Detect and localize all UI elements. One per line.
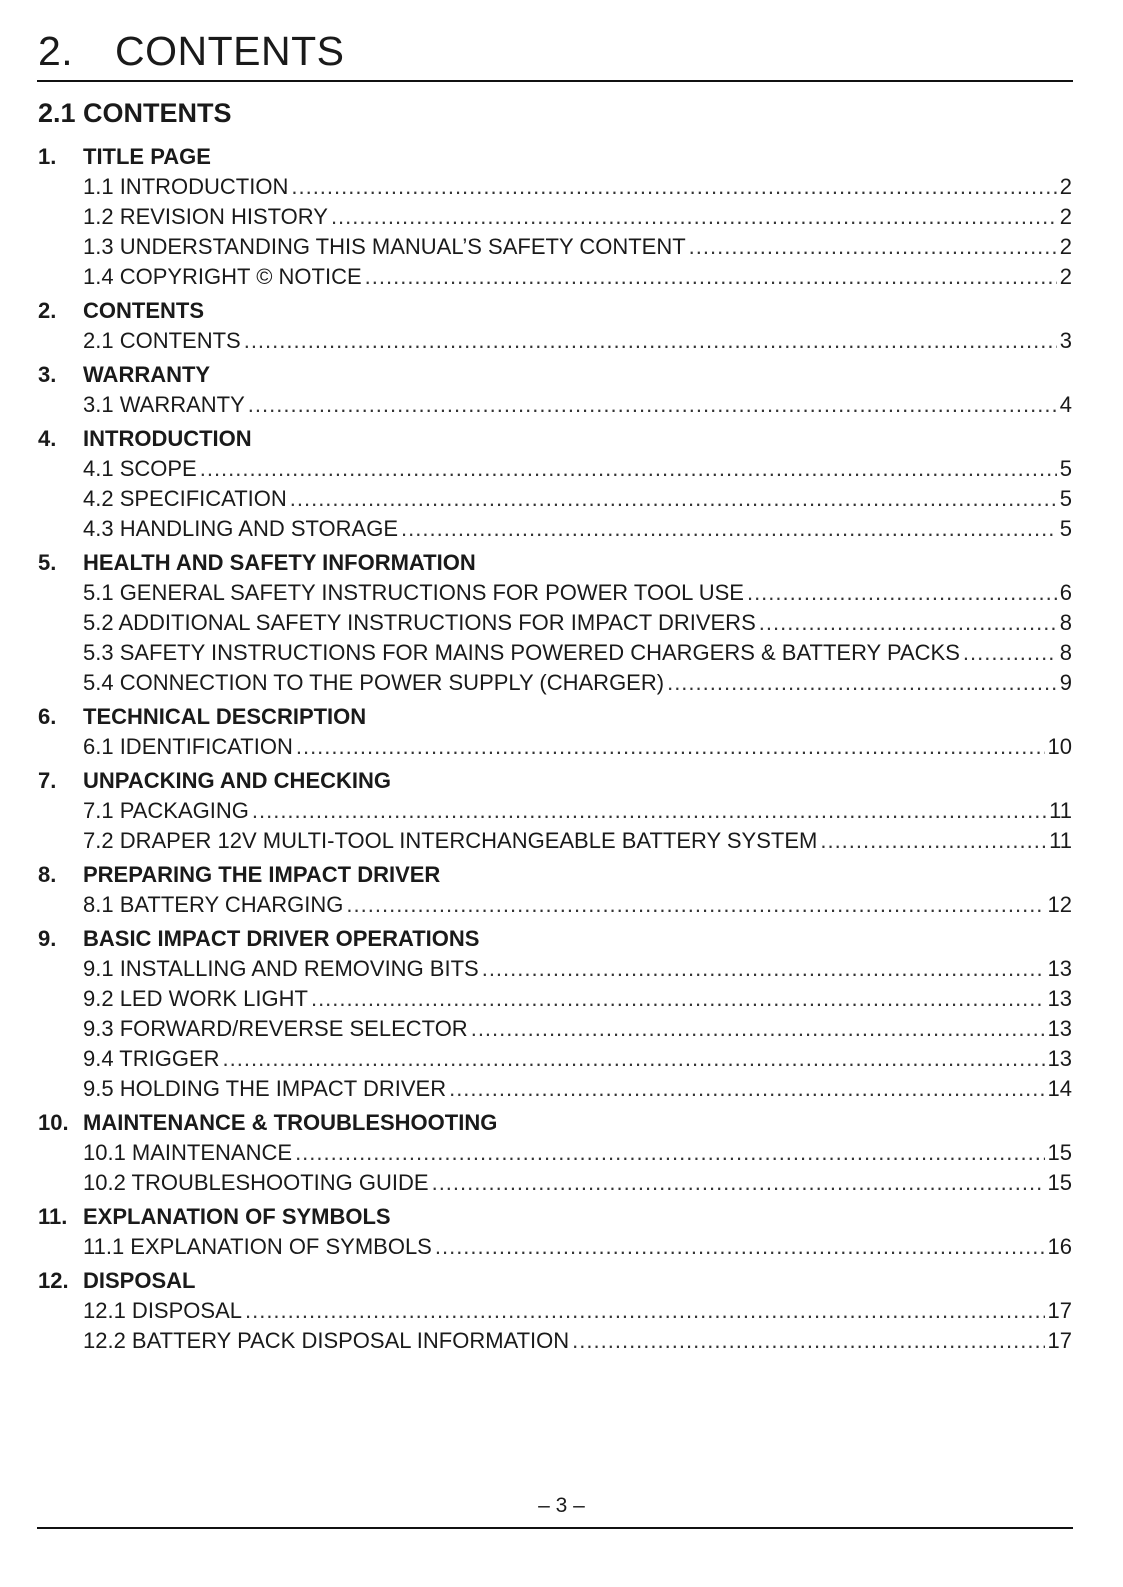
toc-dot-leader xyxy=(689,232,1057,262)
toc-entry-title: 5.3 SAFETY INSTRUCTIONS FOR MAINS POWERED CHARGERS & BATTERY PACKS xyxy=(83,640,960,665)
toc-entry[interactable] xyxy=(38,668,1072,698)
toc-entry[interactable] xyxy=(38,732,1072,762)
toc-section-number: 8. xyxy=(38,862,57,887)
toc-entry-page: 13 xyxy=(1047,1016,1072,1041)
toc-dot-leader xyxy=(252,796,1046,826)
page-title xyxy=(38,27,345,76)
toc-section-number: 11. xyxy=(38,1204,68,1229)
toc-section-number: 6. xyxy=(38,704,57,729)
toc-entry-title: 10.2 TROUBLESHOOTING GUIDE xyxy=(83,1170,429,1195)
toc-entry[interactable] xyxy=(38,1326,1072,1356)
toc-section-title: BASIC IMPACT DRIVER OPERATIONS xyxy=(83,926,480,951)
toc-entry[interactable] xyxy=(38,1168,1072,1198)
table-of-contents xyxy=(38,142,1072,1356)
toc-dot-leader xyxy=(346,890,1044,920)
toc-section-number: 10. xyxy=(38,1110,69,1135)
toc-entry-title: 4.3 HANDLING AND STORAGE xyxy=(83,516,399,541)
toc-entry-title: 12.1 DISPOSAL xyxy=(83,1298,242,1323)
toc-entry-page: 6 xyxy=(1059,580,1072,605)
toc-entry-title: 11.1 EXPLANATION OF SYMBOLS xyxy=(83,1234,432,1259)
toc-dot-leader xyxy=(449,1074,1044,1104)
toc-entry-title: 4.2 SPECIFICATION xyxy=(83,486,287,511)
toc-section-title: INTRODUCTION xyxy=(83,426,252,451)
toc-section-number: 7. xyxy=(38,768,57,793)
toc-entry[interactable] xyxy=(38,202,1072,232)
toc-entry[interactable] xyxy=(38,638,1072,668)
toc-dot-leader xyxy=(331,202,1057,232)
toc-section-heading xyxy=(38,1202,1072,1232)
toc-entry-title: 7.1 PACKAGING xyxy=(83,798,249,823)
toc-entry-title: 1.2 REVISION HISTORY xyxy=(83,204,328,229)
toc-entry-title: 4.1 SCOPE xyxy=(83,456,197,481)
toc-dot-leader xyxy=(200,454,1057,484)
toc-dot-leader xyxy=(482,954,1045,984)
toc-dot-leader xyxy=(401,514,1057,544)
toc-section-heading xyxy=(38,1108,1072,1138)
toc-section-number: 2. xyxy=(38,298,57,323)
toc-dot-leader xyxy=(759,608,1057,638)
toc-entry[interactable] xyxy=(38,796,1072,826)
toc-entry[interactable] xyxy=(38,1232,1072,1262)
toc-entry-title: 1.4 COPYRIGHT © NOTICE xyxy=(83,264,362,289)
toc-entry-page: 17 xyxy=(1047,1328,1072,1353)
toc-entry-page: 2 xyxy=(1059,204,1072,229)
toc-entry-page: 5 xyxy=(1059,516,1072,541)
toc-entry-page: 5 xyxy=(1059,456,1072,481)
toc-section-heading xyxy=(38,924,1072,954)
toc-entry-page: 13 xyxy=(1047,1046,1072,1071)
bottom-divider xyxy=(37,1527,1073,1529)
toc-dot-leader xyxy=(435,1232,1045,1262)
toc-dot-leader xyxy=(365,262,1057,292)
toc-section-title: WARRANTY xyxy=(83,362,211,387)
toc-dot-leader xyxy=(291,172,1056,202)
toc-entry-title: 1.3 UNDERSTANDING THIS MANUAL’S SAFETY CONTENT xyxy=(83,234,686,259)
toc-dot-leader xyxy=(747,578,1057,608)
toc-section-title: HEALTH AND SAFETY INFORMATION xyxy=(83,550,476,575)
toc-entry-page: 8 xyxy=(1059,640,1072,665)
toc-entry-title: 12.2 BATTERY PACK DISPOSAL INFORMATION xyxy=(83,1328,570,1353)
toc-entry[interactable] xyxy=(38,1296,1072,1326)
toc-entry[interactable] xyxy=(38,890,1072,920)
toc-entry-title: 5.1 GENERAL SAFETY INSTRUCTIONS FOR POWER TOOL USE xyxy=(83,580,744,605)
page-title-text: CONTENTS xyxy=(115,28,345,74)
toc-section-title: TITLE PAGE xyxy=(83,144,211,169)
toc-section-heading xyxy=(38,1266,1072,1296)
toc-entry-page: 15 xyxy=(1047,1170,1072,1195)
toc-entry[interactable] xyxy=(38,608,1072,638)
toc-entry-title: 5.2 ADDITIONAL SAFETY INSTRUCTIONS FOR IMPACT DRIVERS xyxy=(83,610,756,635)
toc-entry[interactable] xyxy=(38,1044,1072,1074)
toc-entry[interactable] xyxy=(38,454,1072,484)
toc-section-title: UNPACKING AND CHECKING xyxy=(83,768,391,793)
toc-entry-page: 17 xyxy=(1047,1298,1072,1323)
toc-entry-title: 1.1 INTRODUCTION xyxy=(83,174,289,199)
toc-entry-page: 13 xyxy=(1047,956,1072,981)
toc-entry-title: 10.1 MAINTENANCE xyxy=(83,1140,293,1165)
section-subheading: 2.1 CONTENTS xyxy=(38,98,232,128)
toc-section-heading xyxy=(38,360,1072,390)
toc-section-heading xyxy=(38,142,1072,172)
toc-entry[interactable] xyxy=(38,1014,1072,1044)
page-number: – 3 – xyxy=(538,1494,585,1517)
toc-entry-page: 2 xyxy=(1059,234,1072,259)
toc-entry-title: 9.5 HOLDING THE IMPACT DRIVER xyxy=(83,1076,447,1101)
toc-entry-title: 2.1 CONTENTS xyxy=(83,328,241,353)
toc-dot-leader xyxy=(820,826,1046,856)
toc-entry[interactable] xyxy=(38,954,1072,984)
toc-entry-page: 11 xyxy=(1049,798,1072,823)
toc-entry-page: 12 xyxy=(1047,892,1072,917)
toc-entry-page: 16 xyxy=(1047,1234,1072,1259)
toc-entry[interactable] xyxy=(38,232,1072,262)
toc-entry-page: 8 xyxy=(1059,610,1072,635)
top-divider xyxy=(37,80,1073,82)
toc-section-number: 1. xyxy=(38,144,57,169)
toc-entry-title: 9.3 FORWARD/REVERSE SELECTOR xyxy=(83,1016,468,1041)
toc-entry[interactable] xyxy=(38,326,1072,356)
toc-dot-leader xyxy=(223,1044,1045,1074)
toc-entry-title: 9.4 TRIGGER xyxy=(83,1046,220,1071)
toc-entry-title: 7.2 DRAPER 12V MULTI-TOOL INTERCHANGEABLE BATTERY SYSTEM xyxy=(83,828,818,853)
toc-entry-title: 5.4 CONNECTION TO THE POWER SUPPLY (CHARGER) xyxy=(83,670,665,695)
toc-entry[interactable] xyxy=(38,1074,1072,1104)
toc-entry-title: 6.1 IDENTIFICATION xyxy=(83,734,293,759)
toc-entry-page: 3 xyxy=(1059,328,1072,353)
toc-entry-page: 9 xyxy=(1059,670,1072,695)
toc-section-number: 3. xyxy=(38,362,57,387)
toc-entry-page: 2 xyxy=(1059,264,1072,289)
toc-dot-leader xyxy=(963,638,1057,668)
toc-dot-leader xyxy=(248,390,1057,420)
toc-dot-leader xyxy=(295,1138,1044,1168)
toc-dot-leader xyxy=(432,1168,1045,1198)
toc-entry[interactable] xyxy=(38,826,1072,856)
toc-entry[interactable] xyxy=(38,514,1072,544)
toc-entry[interactable] xyxy=(38,484,1072,514)
toc-section-number: 5. xyxy=(38,550,57,575)
toc-entry-page: 2 xyxy=(1059,174,1072,199)
toc-section-heading xyxy=(38,296,1072,326)
toc-dot-leader xyxy=(244,326,1057,356)
toc-section-title: MAINTENANCE & TROUBLESHOOTING xyxy=(83,1110,498,1135)
toc-entry-page: 13 xyxy=(1047,986,1072,1011)
toc-dot-leader xyxy=(290,484,1057,514)
toc-entry[interactable] xyxy=(38,262,1072,292)
page-title-number: 2. xyxy=(38,28,74,74)
toc-dot-leader xyxy=(667,668,1057,698)
toc-entry[interactable] xyxy=(38,1138,1072,1168)
toc-entry-page: 11 xyxy=(1049,828,1072,853)
toc-entry-title: 9.2 LED WORK LIGHT xyxy=(83,986,308,1011)
toc-section-heading xyxy=(38,424,1072,454)
toc-entry-page: 5 xyxy=(1059,486,1072,511)
toc-section-title: EXPLANATION OF SYMBOLS xyxy=(83,1204,391,1229)
toc-section-title: CONTENTS xyxy=(83,298,204,323)
toc-entry-page: 10 xyxy=(1047,734,1072,759)
toc-entry[interactable] xyxy=(38,390,1072,420)
toc-dot-leader xyxy=(572,1326,1044,1356)
toc-section-number: 9. xyxy=(38,926,57,951)
toc-section-heading xyxy=(38,548,1072,578)
toc-section-heading xyxy=(38,766,1072,796)
toc-entry[interactable] xyxy=(38,984,1072,1014)
toc-entry-title: 8.1 BATTERY CHARGING xyxy=(83,892,344,917)
toc-dot-leader xyxy=(245,1296,1045,1326)
toc-entry-title: 9.1 INSTALLING AND REMOVING BITS xyxy=(83,956,479,981)
toc-section-title: DISPOSAL xyxy=(83,1268,196,1293)
toc-section-number: 4. xyxy=(38,426,57,451)
toc-entry-title: 3.1 WARRANTY xyxy=(83,392,245,417)
toc-entry[interactable] xyxy=(38,578,1072,608)
toc-dot-leader xyxy=(471,1014,1045,1044)
toc-section-heading xyxy=(38,702,1072,732)
toc-entry[interactable] xyxy=(38,172,1072,202)
toc-dot-leader xyxy=(296,732,1045,762)
toc-dot-leader xyxy=(311,984,1045,1014)
toc-section-title: TECHNICAL DESCRIPTION xyxy=(83,704,367,729)
toc-section-title: PREPARING THE IMPACT DRIVER xyxy=(83,862,441,887)
toc-entry-page: 4 xyxy=(1059,392,1072,417)
toc-section-heading xyxy=(38,860,1072,890)
toc-section-number: 12. xyxy=(38,1268,69,1293)
toc-entry-page: 14 xyxy=(1047,1076,1072,1101)
toc-entry-page: 15 xyxy=(1047,1140,1072,1165)
